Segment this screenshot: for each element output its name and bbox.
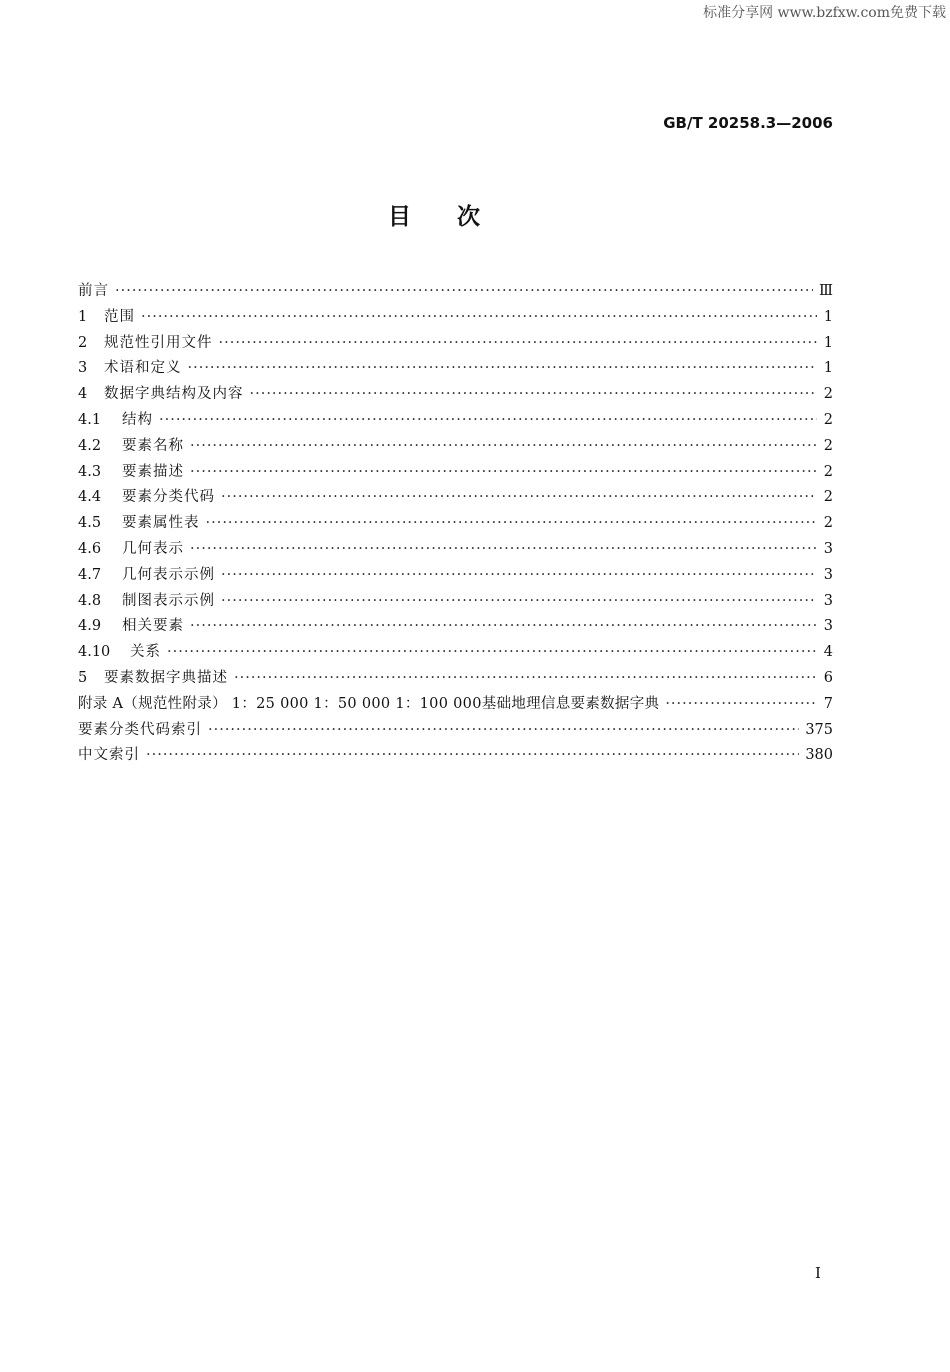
toc-entry-text: 规范性引用文件 <box>104 334 213 351</box>
toc-entry-4-2[interactable] <box>78 434 833 460</box>
toc-entry-page: 380 <box>805 747 833 764</box>
toc-entry-chinese-index[interactable] <box>78 743 833 769</box>
page-number: I <box>815 1264 821 1282</box>
toc-entry-4-9[interactable] <box>78 614 833 640</box>
toc-entry-4-8[interactable] <box>78 589 833 615</box>
toc-entry-text: 术语和定义 <box>104 360 182 377</box>
toc-entry-annex-a[interactable] <box>78 692 833 718</box>
standard-number: GB/T 20258.3—2006 <box>663 114 833 132</box>
toc-entry-text: 要素名称 <box>122 437 184 454</box>
dot-leader <box>221 593 817 609</box>
toc-entry-4-7[interactable] <box>78 563 833 589</box>
toc-entry-page: 2 <box>823 411 833 428</box>
toc-entry-page: 375 <box>805 721 833 738</box>
toc-entry-page: 1 <box>823 334 833 351</box>
toc-entry-text: 结构 <box>122 411 153 428</box>
toc-entry-page: 1 <box>823 308 833 325</box>
toc-entry-number: 4.8 <box>78 592 102 609</box>
toc-entry-page: 2 <box>823 515 833 532</box>
toc-entry-page: 3 <box>823 566 833 583</box>
toc-entry-page: Ⅲ <box>819 283 833 299</box>
dot-leader <box>250 386 818 402</box>
toc-entry-text: 几何表示 <box>122 540 184 557</box>
toc-entry-page: 3 <box>823 540 833 557</box>
toc-entry-number: 5 <box>78 669 88 686</box>
toc-entry-number: 4.10 <box>78 644 111 661</box>
toc-entry-5[interactable] <box>78 666 833 692</box>
toc-entry-page: 6 <box>823 669 833 686</box>
toc-entry-number: 4.1 <box>78 411 102 428</box>
toc-entry-number: 4 <box>78 386 88 403</box>
dot-leader <box>190 541 817 557</box>
toc-entry-page: 3 <box>823 618 833 635</box>
toc-entry-text: 范围 <box>104 308 135 325</box>
toc-entry-4-6[interactable] <box>78 537 833 563</box>
dot-leader <box>141 309 817 325</box>
toc-entry-number: 4.3 <box>78 463 102 480</box>
toc-entry-number: 2 <box>78 334 88 351</box>
toc-entry-number: 4.4 <box>78 489 102 506</box>
dot-leader <box>234 670 817 686</box>
toc-entry-text: 要素属性表 <box>122 515 200 532</box>
toc-entry-text: 要素分类代码索引 <box>78 721 202 738</box>
dot-leader <box>159 412 817 428</box>
dot-leader <box>115 283 813 299</box>
dot-leader <box>190 464 817 480</box>
toc-entry-text: 数据字典结构及内容 <box>104 386 244 403</box>
toc-entry-4-1[interactable] <box>78 408 833 434</box>
dot-leader <box>167 644 817 660</box>
toc-entry-4[interactable] <box>78 382 833 408</box>
toc-entry-page: 3 <box>823 592 833 609</box>
toc-entry-number: 4.6 <box>78 540 102 557</box>
toc-entry-text: 前言 <box>78 283 109 299</box>
dot-leader <box>219 335 818 351</box>
toc-entry-4-4[interactable] <box>78 485 833 511</box>
page-title: 目次 <box>388 204 526 230</box>
dot-leader <box>190 618 817 634</box>
toc-entry-text: 附录 A（规范性附录） 1：25 000 1：50 000 1：100 000基础地理信息要素数据字典 <box>78 695 660 712</box>
dot-leader <box>665 696 817 712</box>
toc-entry-number: 4.2 <box>78 437 102 454</box>
toc-entry-page: 1 <box>823 360 833 377</box>
dot-leader <box>221 567 817 583</box>
toc-entry-page: 2 <box>823 463 833 480</box>
toc-entry-text: 几何表示示例 <box>122 566 215 583</box>
toc-entry-number: 1 <box>78 308 88 325</box>
toc-entry-code-index[interactable] <box>78 718 833 744</box>
toc-entry-page: 2 <box>823 437 833 454</box>
toc-entry-4-3[interactable] <box>78 460 833 486</box>
watermark-text: 标准分享网 www.bzfxw.com免费下载 <box>703 5 946 21</box>
toc-entry-page: 2 <box>823 386 833 403</box>
toc-entry-text: 关系 <box>130 644 161 661</box>
toc-entry-4-10[interactable] <box>78 640 833 666</box>
toc-entry-2[interactable] <box>78 331 833 357</box>
dot-leader <box>208 722 799 738</box>
toc-entry-text: 制图表示示例 <box>122 592 215 609</box>
toc-entry-number: 4.9 <box>78 618 102 635</box>
toc-entry-page: 7 <box>823 695 833 712</box>
table-of-contents <box>78 279 833 769</box>
toc-entry-number: 3 <box>78 360 88 377</box>
toc-entry-4-5[interactable] <box>78 511 833 537</box>
toc-entry-text: 要素分类代码 <box>122 489 215 506</box>
dot-leader <box>221 489 817 505</box>
toc-entry-3[interactable] <box>78 356 833 382</box>
dot-leader <box>146 747 799 763</box>
toc-entry-text: 相关要素 <box>122 618 184 635</box>
toc-entry-page: 2 <box>823 489 833 506</box>
toc-entry-text: 要素描述 <box>122 463 184 480</box>
dot-leader <box>206 515 818 531</box>
toc-entry-text: 要素数据字典描述 <box>104 669 228 686</box>
toc-entry-1[interactable] <box>78 305 833 331</box>
toc-entry-text: 中文索引 <box>78 747 140 764</box>
toc-entry-page: 4 <box>823 644 833 661</box>
toc-entry-number: 4.5 <box>78 515 102 532</box>
dot-leader <box>188 360 818 376</box>
toc-entry-foreword[interactable] <box>78 279 833 305</box>
toc-entry-number: 4.7 <box>78 566 102 583</box>
dot-leader <box>190 438 817 454</box>
